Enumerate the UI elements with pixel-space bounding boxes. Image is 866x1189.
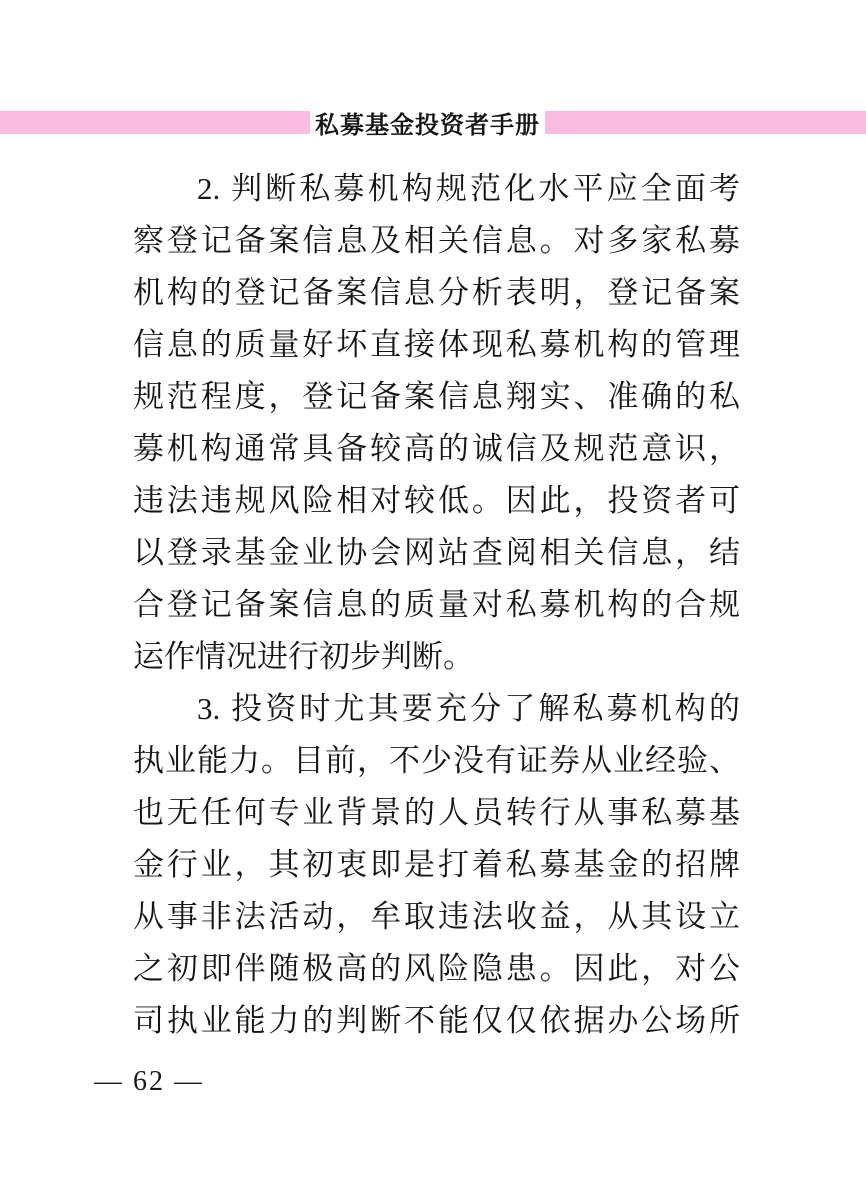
body-text-line: 金行业，其初衷即是打着私募基金的招牌 — [133, 847, 740, 882]
page-header — [0, 98, 866, 146]
header-decoration-bar-right — [545, 111, 866, 134]
body-text-line: 以登录基金业协会网站查阅相关信息，结 — [133, 535, 740, 570]
body-text-line: 违法违规风险相对较低。因此，投资者可 — [133, 483, 740, 518]
body-text-line: 从事非法活动，牟取违法收益，从其设立 — [133, 899, 740, 934]
body-text-line: 2. 判断私募机构规范化水平应全面考 — [197, 171, 740, 206]
body-text-line: 之初即伴随极高的风险隐患。因此，对公 — [133, 951, 740, 986]
body-text-line: 司执业能力的判断不能仅仅依据办公场所 — [133, 1003, 740, 1038]
header-decoration-bar-left — [0, 111, 310, 134]
body-text-line: 合登记备案信息的质量对私募机构的合规 — [133, 587, 740, 622]
body-text-line: 察登记备案信息及相关信息。对多家私募 — [133, 223, 740, 258]
body-text-line: 执业能力。目前，不少没有证券从业经验、 — [133, 743, 740, 778]
body-text-line: 也无任何专业背景的人员转行从事私募基 — [133, 795, 740, 830]
body-text-line: 规范程度，登记备案信息翔实、准确的私 — [133, 379, 740, 414]
page-number: — 62 — — [94, 1066, 204, 1097]
body-text — [133, 163, 740, 1047]
body-text-line: 3. 投资时尤其要充分了解私募机构的 — [197, 691, 740, 726]
body-text-line: 机构的登记备案信息分析表明，登记备案 — [133, 275, 740, 310]
body-text-line: 募机构通常具备较高的诚信及规范意识， — [133, 431, 740, 466]
body-text-line: 信息的质量好坏直接体现私募机构的管理 — [133, 327, 740, 362]
body-text-line: 运作情况进行初步判断。 — [133, 639, 474, 674]
book-title: 私募基金投资者手册 — [315, 112, 540, 139]
